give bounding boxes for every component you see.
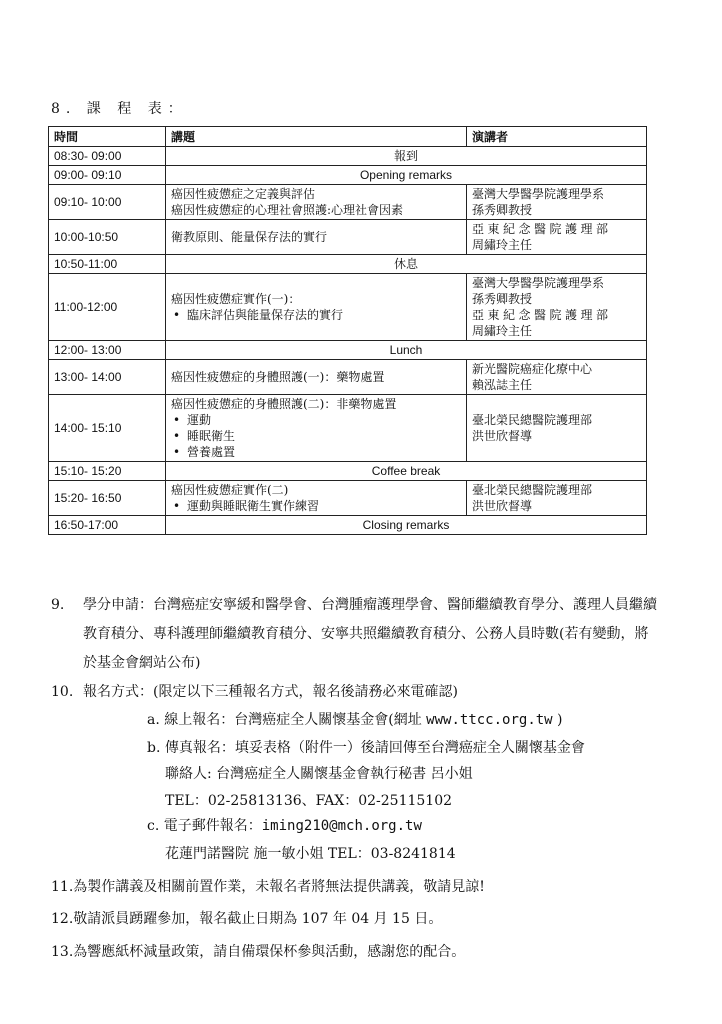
topic-line: 癌因性疲憊症的身體照護(一)：藥物處置 bbox=[171, 370, 385, 384]
speaker-name: 洪世欣督導 bbox=[472, 429, 533, 443]
speaker-cell bbox=[467, 360, 647, 395]
time-cell: 11:00-12:00 bbox=[49, 274, 166, 341]
bullet-item: • 睡眠衛生 bbox=[171, 428, 461, 444]
time-cell: 09:10- 10:00 bbox=[49, 185, 166, 220]
time-cell: 16:50-17:00 bbox=[49, 516, 166, 535]
item-12-number: 12. bbox=[51, 911, 74, 927]
topic-cell bbox=[166, 481, 467, 516]
table-row bbox=[49, 395, 647, 462]
span-cell: 休息 bbox=[166, 255, 647, 274]
time-cell: 09:00- 09:10 bbox=[49, 166, 166, 185]
option-a-online bbox=[147, 709, 563, 729]
span-cell: Closing remarks bbox=[166, 516, 647, 535]
email-link[interactable]: iming210@mch.org.tw bbox=[261, 818, 422, 834]
header-time: 時間 bbox=[49, 127, 166, 147]
item-9-line-2: 教育積分、專科護理師繼續教育積分、安寧共照繼續教育積分、公務人員時數(若有變動，將 bbox=[83, 626, 649, 642]
item-9-line-1 bbox=[51, 594, 657, 614]
time-cell: 08:30- 09:00 bbox=[49, 147, 166, 166]
table-row bbox=[49, 220, 647, 255]
time-cell: 15:10- 15:20 bbox=[49, 462, 166, 481]
table-row bbox=[49, 147, 647, 166]
bullet-item: • 臨床評估與能量保存法的實行 bbox=[171, 307, 461, 323]
header-speaker: 演講者 bbox=[467, 127, 647, 147]
time-cell: 14:00- 15:10 bbox=[49, 395, 166, 462]
speaker-affiliation: 臺灣大學醫學院護理學系 bbox=[472, 276, 605, 290]
speaker-cell bbox=[467, 395, 647, 462]
speaker-affiliation: 臺灣大學醫學院護理學系 bbox=[472, 187, 605, 201]
topic-cell bbox=[166, 220, 467, 255]
section-8-title: 8. 課 程 表： bbox=[51, 101, 188, 117]
speaker-cell bbox=[467, 220, 647, 255]
table-header-row bbox=[49, 127, 647, 147]
option-b-tel-fax: TEL：02-25813136、FAX：02-25115102 bbox=[165, 793, 453, 809]
span-cell: 報到 bbox=[166, 147, 647, 166]
schedule-table bbox=[48, 126, 647, 535]
item-12 bbox=[51, 908, 442, 928]
topic-line: 癌因性疲憊症的心理社會照護:心理社會因素 bbox=[171, 203, 404, 217]
speaker-name: 洪世欣督導 bbox=[472, 499, 533, 513]
speaker-name: 周繡玲主任 bbox=[472, 324, 533, 338]
speaker-name: 孫秀卿教授 bbox=[472, 292, 533, 306]
table-row bbox=[49, 360, 647, 395]
item-11-number: 11. bbox=[51, 879, 74, 895]
item-9-number: 9. bbox=[51, 597, 65, 613]
time-cell: 12:00- 13:00 bbox=[49, 341, 166, 360]
topic-line: 癌因性疲憊症之定義與評估 bbox=[171, 187, 316, 201]
speaker-affiliation: 亞東紀念醫院護理部 bbox=[472, 222, 612, 236]
speaker-cell bbox=[467, 274, 647, 341]
item-9-line-3: 於基金會網站公布) bbox=[83, 655, 201, 671]
item-13 bbox=[51, 941, 465, 961]
option-c-email bbox=[147, 815, 422, 835]
table-row bbox=[49, 462, 647, 481]
item-11-text: 為製作講義及相關前置作業，未報名者將無法提供講義，敬請見諒! bbox=[73, 879, 485, 895]
topic-line: 癌因性疲憊症的身體照護(二)：非藥物處置 bbox=[171, 397, 397, 411]
header-topic: 講題 bbox=[166, 127, 467, 147]
bullet-item: • 運動與睡眠衛生實作練習 bbox=[171, 498, 461, 514]
time-cell: 10:00-10:50 bbox=[49, 220, 166, 255]
option-b-fax: b. 傳真報名：填妥表格（附件一）後請回傳至台灣癌症全人關懷基金會 bbox=[147, 740, 585, 756]
option-c-contact: 花蓮門諾醫院 施一敏小姐 TEL：03-8241814 bbox=[165, 846, 456, 862]
topic-cell bbox=[166, 274, 467, 341]
table-row bbox=[49, 274, 647, 341]
speaker-cell bbox=[467, 185, 647, 220]
topic-cell bbox=[166, 395, 467, 462]
time-cell: 10:50-11:00 bbox=[49, 255, 166, 274]
option-b-contact: 聯絡人: 台灣癌症全人關懷基金會執行秘書 呂小姐 bbox=[165, 766, 473, 782]
item-9-text: 學分申請：台灣癌症安寧緩和醫學會、台灣腫瘤護理學會、醫師繼續教育學分、護理人員繼續 bbox=[83, 597, 657, 613]
table-row bbox=[49, 481, 647, 516]
website-link[interactable]: www.ttcc.org.tw bbox=[426, 712, 553, 728]
topic-cell bbox=[166, 185, 467, 220]
speaker-name: 周繡玲主任 bbox=[472, 238, 533, 252]
option-a-text: a. 線上報名：台灣癌症全人關懷基金會(網址 bbox=[147, 712, 427, 728]
item-12-text: 敬請派員踴躍參加，報名截止日期為 107 年 04 月 15 日。 bbox=[73, 911, 443, 927]
speaker-name: 孫秀卿教授 bbox=[472, 203, 533, 217]
speaker-affiliation: 臺北榮民總醫院護理部 bbox=[472, 413, 593, 427]
item-13-text: 為響應紙杯減量政策，請自備環保杯參與活動，感謝您的配合。 bbox=[73, 944, 466, 960]
item-13-number: 13. bbox=[51, 944, 74, 960]
option-c-text: c. 電子郵件報名： bbox=[147, 818, 262, 834]
speaker-cell bbox=[467, 481, 647, 516]
bullet-item: • 營養處置 bbox=[171, 444, 461, 460]
topic-line: 衛教原則、能量保存法的實行 bbox=[171, 230, 328, 244]
speaker-affiliation: 亞東紀念醫院護理部 bbox=[472, 308, 612, 322]
topic-line: 癌因性疲憊症實作(二) bbox=[171, 483, 289, 497]
bullet-item: • 運動 bbox=[171, 412, 461, 428]
table-row bbox=[49, 255, 647, 274]
item-10-title bbox=[51, 681, 458, 701]
speaker-affiliation: 新光醫院癌症化療中心 bbox=[472, 362, 593, 376]
item-10-text: 報名方式：(限定以下三種報名方式，報名後請務必來電確認) bbox=[83, 684, 458, 700]
span-cell: Lunch bbox=[166, 341, 647, 360]
topic-line: 癌因性疲憊症實作(一)： bbox=[171, 292, 301, 306]
table-row bbox=[49, 185, 647, 220]
table-row bbox=[49, 166, 647, 185]
time-cell: 15:20- 16:50 bbox=[49, 481, 166, 516]
option-a-close: ) bbox=[552, 712, 563, 728]
item-10-number: 10. bbox=[51, 684, 74, 700]
table-row bbox=[49, 341, 647, 360]
speaker-affiliation: 臺北榮民總醫院護理部 bbox=[472, 483, 593, 497]
topic-cell bbox=[166, 360, 467, 395]
table-row bbox=[49, 516, 647, 535]
item-11 bbox=[51, 876, 485, 896]
span-cell: Opening remarks bbox=[166, 166, 647, 185]
time-cell: 13:00- 14:00 bbox=[49, 360, 166, 395]
speaker-name: 賴泓誌主任 bbox=[472, 378, 533, 392]
span-cell: Coffee break bbox=[166, 462, 647, 481]
